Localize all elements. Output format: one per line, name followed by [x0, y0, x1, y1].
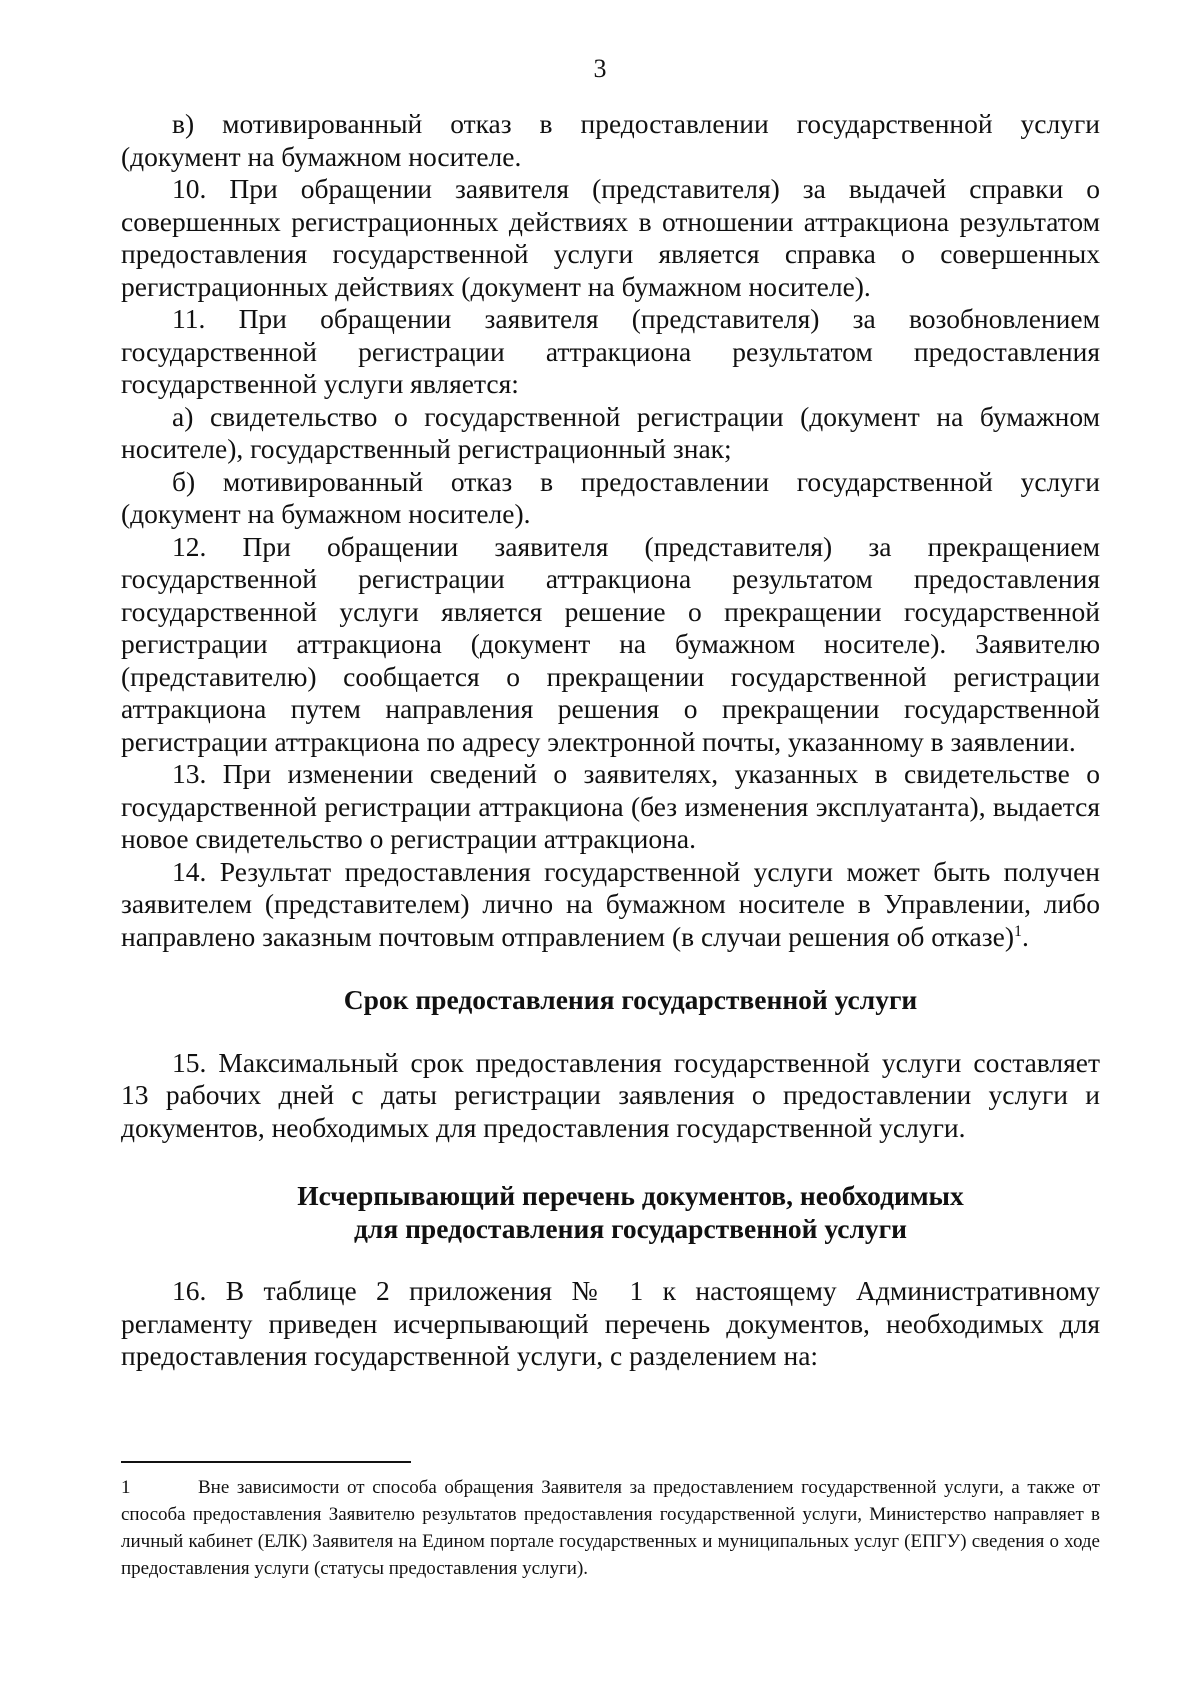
section-heading-documents-line1: Исчерпывающий перечень документов, необходимых	[297, 1180, 964, 1211]
paragraph-12: 12. При обращении заявителя (представителя) за прекращением государственной регистрации аттракциона результатом предоставления государственной услуги является решение о прекращении государственной регистрации аттракциона (документ на бумажном носителе). Заявителю (представителю) сообщается о прекращении государственной регистрации аттракциона путем направления решения о прекращении государственной регистрации аттракциона по адресу электронной почты, указанному в заявлении.	[121, 530, 1100, 757]
paragraph-11-item-a: а) свидетельство о государственной регистрации (документ на бумажном носителе), государственный регистрационный знак;	[121, 400, 1100, 464]
paragraph-11-item-b: б) мотивированный отказ в предоставлении государственной услуги (документ на бумажном носителе).	[121, 465, 1100, 529]
footnote-reference[interactable]: 1	[1013, 922, 1022, 940]
section-heading-term: Срок предоставления государственной услуги	[343, 984, 918, 1015]
footnote-number: 1	[121, 1477, 131, 1498]
paragraph-13: 13. При изменении сведений о заявителях, указанных в свидетельстве о государственной регистрации аттракциона (без изменения эксплуатанта), выдается новое свидетельство о регистрации аттракциона.	[121, 758, 1100, 854]
paragraph-15: 15. Максимальный срок предоставления государственной услуги составляет 13 рабочих дней с даты регистрации заявления о предоставлении услуги и документов, необходимых для предоставления государственной услуги.	[121, 1046, 1100, 1143]
footnote-text: Вне зависимости от способа обращения Заявителя за предоставлением государственной услуги, а также от способа предоставления Заявителю результатов предоставления государственной услуги, Министерство направляет в личный кабинет (ЕЛК) Заявителя на Едином портале государственных и муниципальных услуг (ЕПГУ) сведения о ходе предоставления услуги (статусы предоставления услуги).	[121, 1477, 1100, 1579]
paragraph-14-text: 14. Результат предоставления государственной услуги может быть получен заявителем (представителем) лично на бумажном носителе в Управлении, либо направлено заказным почтовым отправлением (в случаи решения об отказе)	[121, 855, 1100, 952]
section-heading-documents	[121, 1180, 1100, 1245]
paragraph-14	[121, 856, 1100, 954]
paragraph-9-item-v: в) мотивированный отказ в предоставлении государственной услуги (документ на бумажном носителе.	[121, 108, 1100, 172]
document-body	[121, 108, 1100, 1373]
paragraph-10: 10. При обращении заявителя (представителя) за выдачей справки о совершенных регистрационных действиях в отношении аттракциона результатом предоставления государственной услуги является справка о совершенных регистрационных действиях (документ на бумажном носителе).	[121, 173, 1100, 302]
paragraph-14-end: .	[1021, 920, 1029, 952]
footnote-separator	[121, 1461, 411, 1463]
paragraph-16: 16. В таблице 2 приложения № 1 к настоящему Административному регламенту приведен исчерпывающий перечень документов, необходимых для предоставления государственной услуги, с разделением на:	[121, 1275, 1100, 1371]
page-number: 3	[593, 54, 607, 83]
section-heading-documents-line2: для предоставления государственной услуги	[353, 1212, 908, 1244]
paragraph-11: 11. При обращении заявителя (представителя) за возобновлением государственной регистрации аттракциона результатом предоставления государственной услуги является:	[121, 303, 1100, 399]
footnote	[121, 1474, 1100, 1582]
